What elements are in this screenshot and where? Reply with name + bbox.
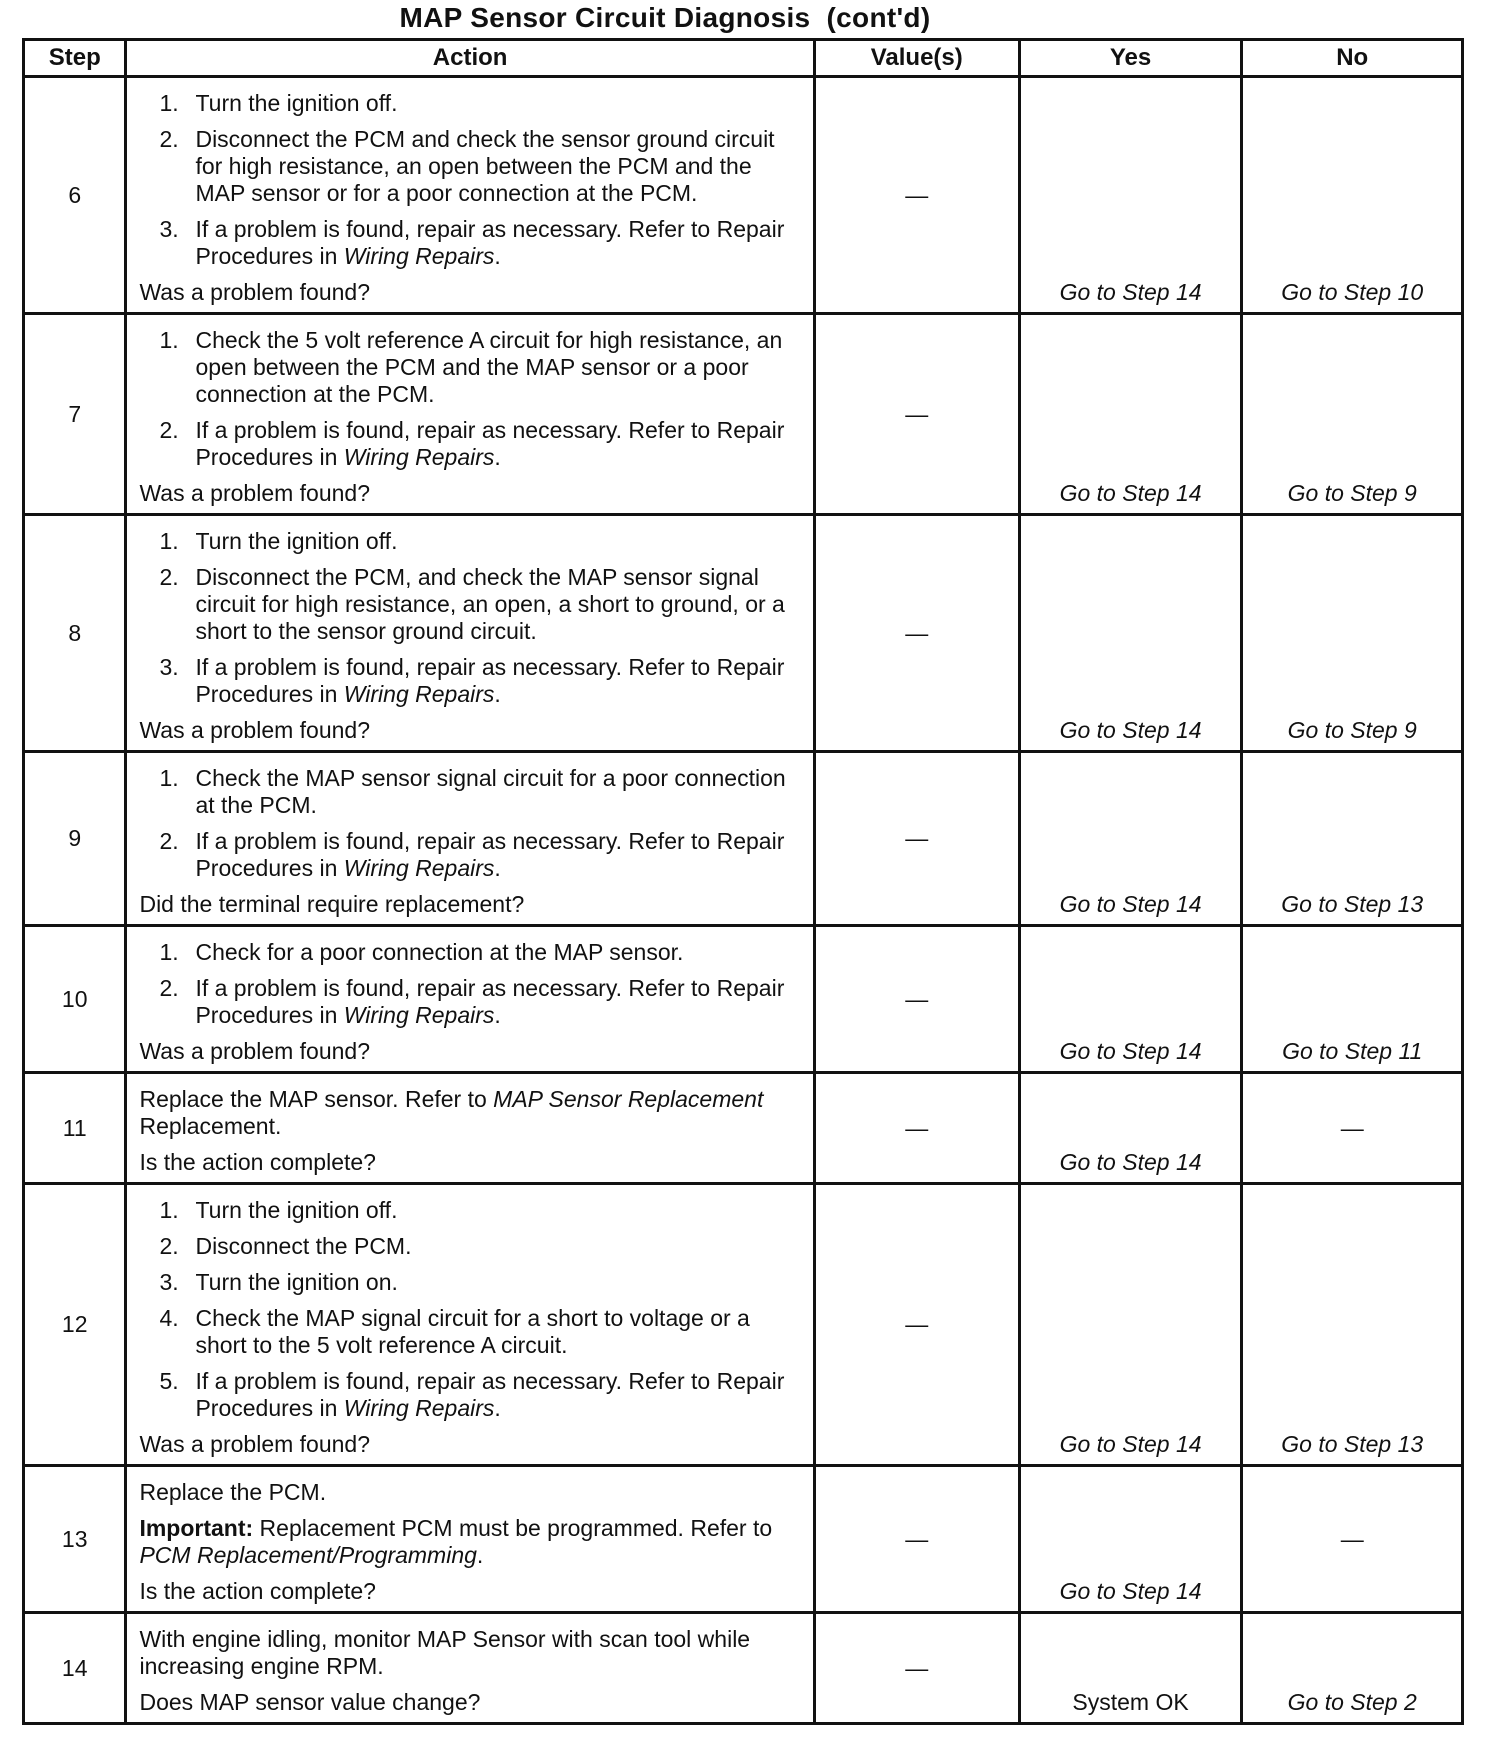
action-step-number: 2. (159, 564, 179, 590)
italic-reference: Wiring Repairs (343, 855, 495, 881)
table-row (24, 1184, 1463, 1466)
value-cell: — (814, 1184, 1019, 1466)
text-run: Replacement PCM must be programmed. Refer to (253, 1515, 773, 1541)
step-number: 13 (24, 1466, 126, 1613)
value-cell: — (814, 515, 1019, 752)
action-question: Was a problem found? (139, 1038, 371, 1064)
text-run: If a problem is found, repair as necessary. Refer to Repair Procedures in (195, 828, 785, 881)
table-row (24, 1073, 1463, 1184)
text-run: Check the MAP signal circuit for a short to voltage or a short to the 5 volt reference A circuit. (195, 1305, 750, 1358)
action-step-number: 2. (159, 417, 179, 443)
action-step-number: 1. (159, 1197, 179, 1223)
value-cell: — (814, 752, 1019, 926)
italic-reference: MAP Sensor Replacement (493, 1086, 764, 1112)
text-run: . (494, 855, 501, 881)
action-steps-list (139, 1197, 802, 1422)
yes-result: Go to Step 14 (1019, 314, 1242, 515)
text-run: Turn the ignition off. (195, 528, 398, 554)
action-step (139, 1197, 802, 1224)
table-row (24, 314, 1463, 515)
text-run: . (494, 681, 501, 707)
text-run: Turn the ignition off. (195, 90, 398, 116)
no-result: Go to Step 10 (1242, 77, 1463, 314)
yes-result: Go to Step 14 (1019, 1073, 1242, 1184)
action-step (139, 417, 802, 471)
step-number: 8 (24, 515, 126, 752)
step-number: 9 (24, 752, 126, 926)
yes-result: System OK (1019, 1613, 1242, 1724)
action-steps-list (139, 90, 802, 270)
text-run: . (494, 1002, 501, 1028)
text-run: Disconnect the PCM. (195, 1233, 412, 1259)
text-run: If a problem is found, repair as necessary. Refer to Repair Procedures in (195, 1368, 785, 1421)
italic-reference: Wiring Repairs (343, 681, 495, 707)
action-question: Was a problem found? (139, 480, 371, 506)
action-question: Was a problem found? (139, 279, 371, 305)
action-paragraph (139, 1626, 802, 1680)
table-row (24, 926, 1463, 1073)
text-run: Turn the ignition on. (195, 1269, 398, 1295)
action-step (139, 1368, 802, 1422)
italic-reference: Wiring Repairs (343, 1002, 495, 1028)
text-run: . (476, 1542, 484, 1568)
table-row (24, 752, 1463, 926)
text-run: . (494, 243, 501, 269)
italic-reference: Wiring Repairs (343, 1395, 495, 1421)
no-result: — (1242, 1073, 1463, 1184)
text-run: Check the MAP sensor signal circuit for a poor connection at the PCM. (195, 765, 786, 818)
text-run: Replace the PCM. (139, 1479, 327, 1505)
action-cell (126, 926, 814, 1073)
action-step (139, 216, 802, 270)
action-step-number: 3. (159, 1269, 179, 1295)
text-run: . (494, 1395, 501, 1421)
action-cell (126, 1613, 814, 1724)
action-cell (126, 515, 814, 752)
page-title: MAP Sensor Circuit Diagnosis (cont'd) (399, 2, 931, 33)
action-step-number: 2. (159, 975, 179, 1001)
step-number: 7 (24, 314, 126, 515)
action-steps-list (139, 765, 802, 882)
action-step (139, 126, 802, 207)
step-number: 10 (24, 926, 126, 1073)
text-run: Disconnect the PCM and check the sensor ground circuit for high resistance, an open between the PCM and the MAP sensor or for a poor connection at the PCM. (195, 126, 775, 206)
action-question: Does MAP sensor value change? (139, 1689, 481, 1715)
text-run: Replacement. (139, 1113, 282, 1139)
no-result: Go to Step 11 (1242, 926, 1463, 1073)
text-run: Replace the MAP sensor. Refer to (139, 1086, 494, 1112)
italic-reference: Wiring Repairs (343, 243, 495, 269)
text-run: . (494, 444, 501, 470)
action-step-number: 1. (159, 90, 179, 116)
action-step-number: 1. (159, 939, 179, 965)
action-step-number: 1. (159, 528, 179, 554)
value-cell: — (814, 314, 1019, 515)
header-step: Step (24, 40, 126, 77)
step-number: 6 (24, 77, 126, 314)
value-cell: — (814, 926, 1019, 1073)
yes-result: Go to Step 14 (1019, 77, 1242, 314)
action-step-number: 3. (159, 654, 179, 680)
diagnosis-table (22, 38, 1464, 1725)
action-step-number: 3. (159, 216, 179, 242)
text-run: Check for a poor connection at the MAP sensor. (195, 939, 684, 965)
header-action: Action (126, 40, 814, 77)
step-number: 12 (24, 1184, 126, 1466)
action-question: Did the terminal require replacement? (139, 891, 525, 917)
action-step (139, 975, 802, 1029)
action-step-number: 1. (159, 327, 179, 353)
value-cell: — (814, 77, 1019, 314)
action-step (139, 1305, 802, 1359)
yes-result: Go to Step 14 (1019, 752, 1242, 926)
header-yes: Yes (1019, 40, 1242, 77)
action-question: Is the action complete? (139, 1149, 376, 1175)
text-run: If a problem is found, repair as necessary. Refer to Repair Procedures in (195, 975, 785, 1028)
table-body (24, 77, 1463, 1724)
yes-result: Go to Step 14 (1019, 1184, 1242, 1466)
action-step (139, 828, 802, 882)
action-step-number: 5. (159, 1368, 179, 1394)
table-row (24, 1466, 1463, 1613)
text-run: If a problem is found, repair as necessary. Refer to Repair Procedures in (195, 417, 785, 470)
no-result: Go to Step 13 (1242, 752, 1463, 926)
text-run: If a problem is found, repair as necessary. Refer to Repair Procedures in (195, 216, 785, 269)
value-cell: — (814, 1073, 1019, 1184)
action-paragraph (139, 1479, 802, 1506)
action-steps-list (139, 327, 802, 471)
no-result: Go to Step 2 (1242, 1613, 1463, 1724)
action-step (139, 654, 802, 708)
action-paragraph (139, 1086, 802, 1140)
action-step (139, 939, 802, 966)
value-cell: — (814, 1613, 1019, 1724)
header-no: No (1242, 40, 1463, 77)
action-step-number: 2. (159, 1233, 179, 1259)
yes-result: Go to Step 14 (1019, 926, 1242, 1073)
table-row (24, 77, 1463, 314)
action-step (139, 1269, 802, 1296)
action-question: Is the action complete? (139, 1578, 376, 1604)
action-cell (126, 1466, 814, 1613)
action-cell (126, 77, 814, 314)
no-result: Go to Step 9 (1242, 515, 1463, 752)
table-row (24, 1613, 1463, 1724)
text-run: If a problem is found, repair as necessary. Refer to Repair Procedures in (195, 654, 785, 707)
action-cell (126, 752, 814, 926)
no-result: Go to Step 9 (1242, 314, 1463, 515)
no-result: Go to Step 13 (1242, 1184, 1463, 1466)
no-result: — (1242, 1466, 1463, 1613)
header-values: Value(s) (814, 40, 1019, 77)
action-step-number: 1. (159, 765, 179, 791)
yes-result: Go to Step 14 (1019, 1466, 1242, 1613)
yes-result: Go to Step 14 (1019, 515, 1242, 752)
action-step (139, 90, 802, 117)
action-step (139, 528, 802, 555)
bold-label: Important: (139, 1515, 254, 1541)
action-cell (126, 1073, 814, 1184)
text-run: Disconnect the PCM, and check the MAP sensor signal circuit for high resistance, an open, a short to ground, or a short to the sensor ground circuit. (195, 564, 785, 644)
action-step (139, 564, 802, 645)
action-step-number: 2. (159, 828, 179, 854)
action-cell (126, 314, 814, 515)
step-number: 11 (24, 1073, 126, 1184)
step-number: 14 (24, 1613, 126, 1724)
action-paragraph (139, 1515, 802, 1569)
text-run: Check the 5 volt reference A circuit for high resistance, an open between the PCM and the MAP sensor or a poor connection at the PCM. (195, 327, 783, 407)
table-row (24, 515, 1463, 752)
action-step (139, 765, 802, 819)
text-run: Turn the ignition off. (195, 1197, 398, 1223)
table-header-row (24, 40, 1463, 77)
action-steps-list (139, 528, 802, 708)
text-run: With engine idling, monitor MAP Sensor with scan tool while increasing engine RPM. (139, 1626, 751, 1679)
action-step (139, 327, 802, 408)
action-question: Was a problem found? (139, 1431, 371, 1457)
italic-reference: Wiring Repairs (343, 444, 495, 470)
action-steps-list (139, 939, 802, 1029)
action-cell (126, 1184, 814, 1466)
action-step-number: 4. (159, 1305, 179, 1331)
value-cell: — (814, 1466, 1019, 1613)
italic-reference: PCM Replacement/Programming (139, 1542, 477, 1568)
action-question: Was a problem found? (139, 717, 371, 743)
action-step-number: 2. (159, 126, 179, 152)
action-step (139, 1233, 802, 1260)
